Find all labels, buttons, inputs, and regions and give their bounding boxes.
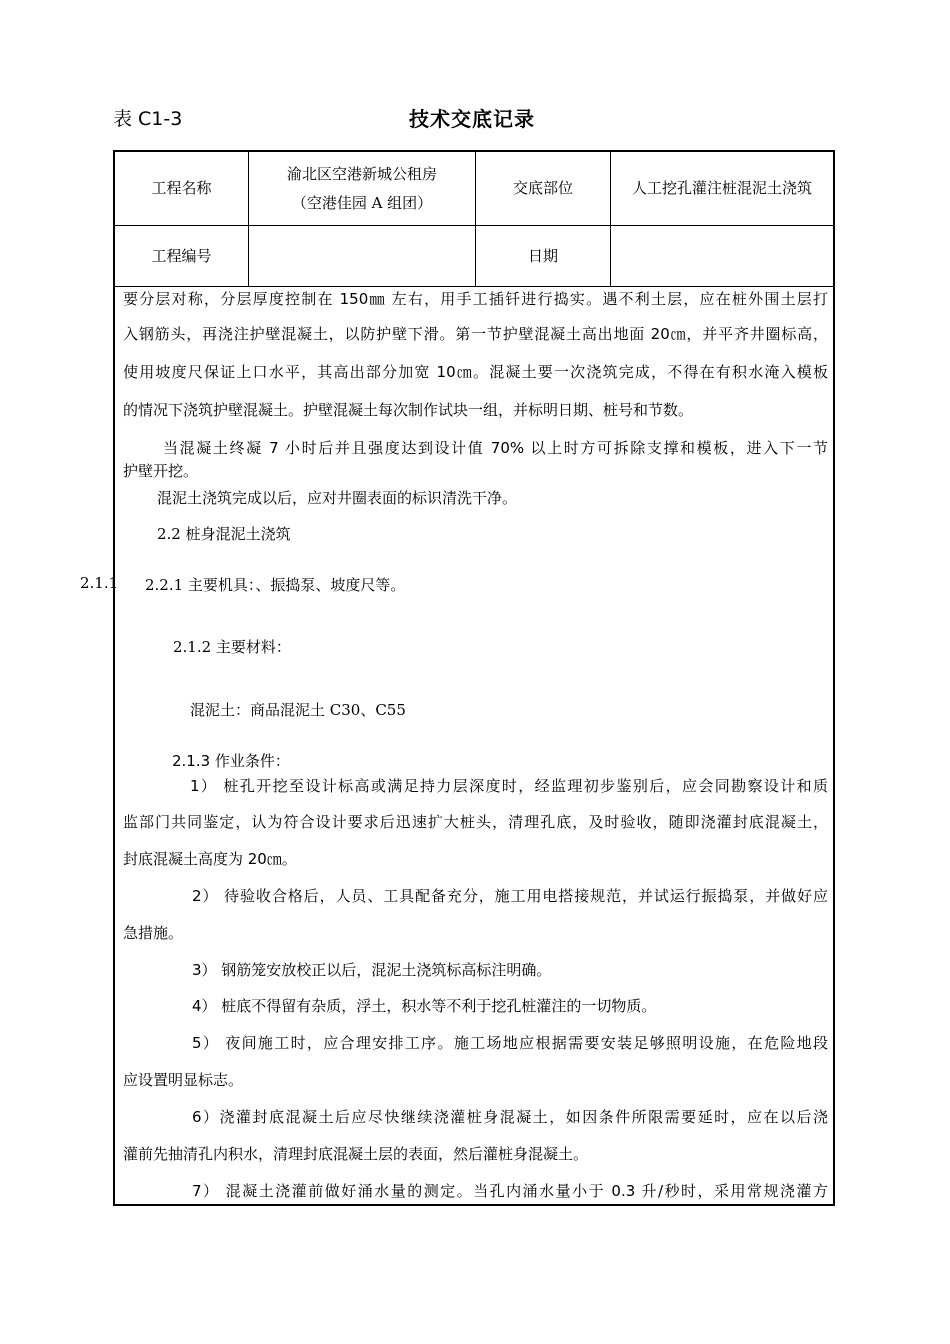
- section-heading: 2.1.3 作业条件：: [172, 752, 290, 770]
- project-name-label: 工程名称: [151, 179, 212, 197]
- condition-line: 监部门共同鉴定，认为符合设计要求后迅速扩大桩头，清理孔底，及时验收，随即浇灌封底混凝土，: [123, 813, 828, 831]
- condition-line: 2） 待验收合格后，人员、工具配备充分，施工用电搭接规范，并试运行振捣泵，并做好应: [192, 887, 828, 905]
- condition-line: 灌前先抽清孔内积水，清理封底混凝土层的表面，然后灌桩身混凝土。: [123, 1145, 589, 1163]
- section-heading: 2.1.2 主要材料：: [173, 638, 291, 656]
- condition-line: 封底混凝土高度为 20㎝。: [123, 850, 297, 868]
- project-no-value: [249, 226, 475, 286]
- condition-line: 6）浇灌封底混凝土后应尽快继续浇灌桩身混凝土，如因条件所限需要延时，应在以后浇: [192, 1108, 828, 1126]
- condition-line: 急措施。: [123, 924, 184, 942]
- condition-line: 5） 夜间施工时，应合理安排工序。施工场地应根据需要安装足够照明设施，在危险地段: [192, 1034, 828, 1052]
- date-label: 日期: [527, 246, 558, 265]
- material-line: 混泥土：商品混泥土 C30、C55: [190, 701, 406, 719]
- document-title: 技术交底记录: [409, 107, 535, 131]
- paragraph-line: 的情况下浇筑护壁混凝土。护壁混凝土每次制作试块一组，并标明日期、桩号和节数。: [123, 401, 694, 419]
- project-name-line2: （空港佳园 A 组团）: [291, 193, 433, 212]
- condition-line: 应设置明显标志。: [123, 1071, 244, 1089]
- section-heading: 2.2 桩身混泥土浇筑: [157, 525, 291, 543]
- form-code: 表 C1-3: [113, 108, 183, 130]
- date-value: [611, 226, 833, 286]
- table-rule: [113, 286, 835, 287]
- margin-number: 2.1.1: [80, 574, 119, 592]
- paragraph-line: 入钢筋头，再浇注护壁混凝土，以防护壁下滑。第一节护壁混凝土高出地面 20㎝，并平齐井圈标高，: [123, 325, 828, 343]
- section-heading: 2.2.1 主要机具：、振捣泵、坡度尺等。: [145, 576, 406, 594]
- project-name-line1: 渝北区空港新城公租房: [286, 164, 437, 183]
- paragraph-line: 使用坡度尺保证上口水平，其高出部分加宽 10㎝。混凝土要一次浇筑完成，不得在有积水淹入模板: [123, 363, 828, 381]
- part-value: 人工挖孔灌注桩混泥土浇筑: [631, 179, 812, 197]
- part-label: 交底部位: [512, 179, 573, 197]
- condition-line: 7） 混凝土浇灌前做好涌水量的测定。当孔内涌水量小于 0.3 升/秒时，采用常规浇灌方: [192, 1182, 828, 1200]
- condition-line: 1） 桩孔开挖至设计标高或满足持力层深度时，经监理初步鉴别后，应会同勘察设计和质: [190, 777, 828, 795]
- condition-line: 3） 钢筋笼安放校正以后，混泥土浇筑标高标注明确。: [192, 961, 552, 979]
- paragraph-line: 当混凝土终凝 7 小时后并且强度达到设计值 70% 以上时方可拆除支撑和模板，进入下一节: [163, 439, 828, 457]
- paragraph-line: 要分层对称，分层厚度控制在 150㎜ 左右，用手工插钎进行捣实。遇不利土层，应在桩外围土层打: [123, 290, 828, 308]
- project-name-value: [249, 152, 475, 225]
- paragraph-line: 护壁开挖。: [123, 462, 199, 480]
- paragraph-line: 混泥土浇筑完成以后，应对井圈表面的标识清洗干净。: [157, 489, 518, 507]
- project-no-label: 工程编号: [151, 246, 212, 265]
- condition-line: 4） 桩底不得留有杂质，浮土，积水等不利于挖孔桩灌注的一切物质。: [192, 997, 657, 1015]
